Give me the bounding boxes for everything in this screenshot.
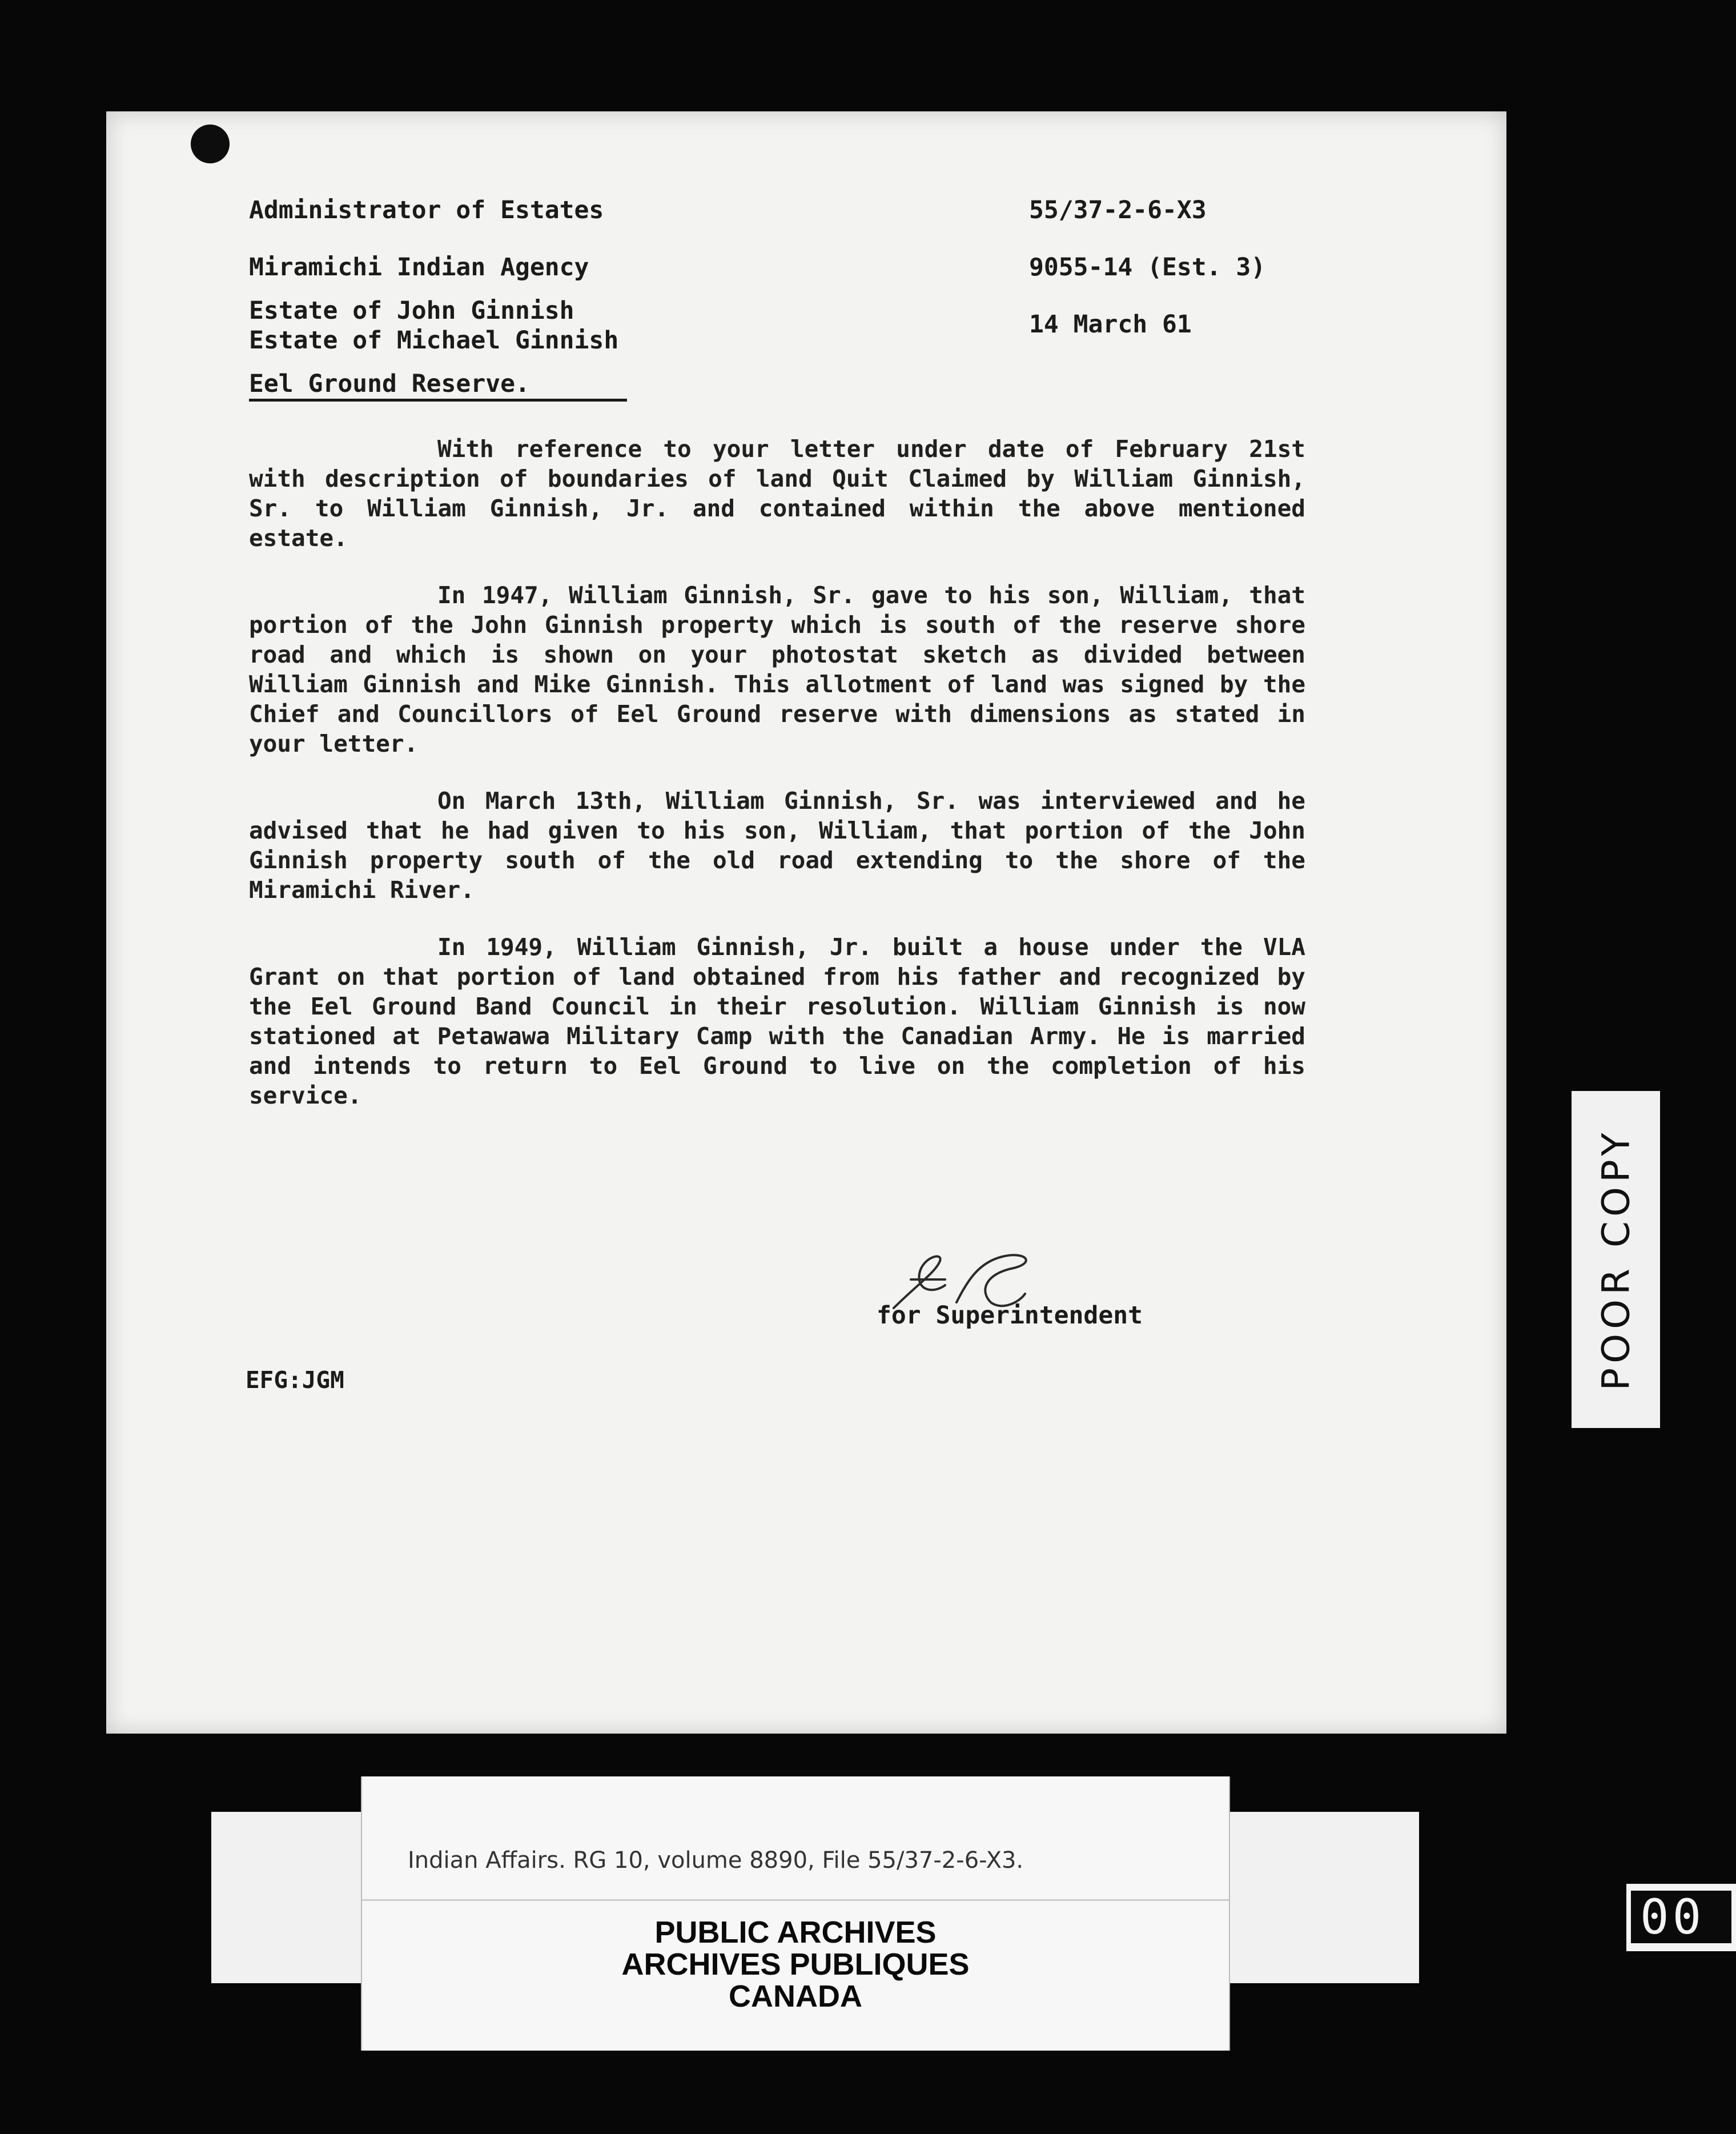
archive-label (361, 1776, 1230, 2051)
frame-counter-digits: 00 (1631, 1891, 1731, 1943)
archive-reference: Indian Affairs. RG 10, volume 8890, File 55/37-2-6-X3. (408, 1847, 1024, 1874)
reserve-line: Eel Ground Reserve. (249, 369, 627, 402)
paragraph-2: In 1947, William Ginnish, Sr. gave to his son, William, that portion of the John Ginnish property which is south of the reserve shore road and which is shown on your photostat sketch as divided between William Ginnish and Mike Ginnish. This allotment of land was signed by the Chief and Councillors of Eel Ground reserve with dimensions as stated in your letter. (249, 581, 1305, 757)
punch-hole (191, 125, 230, 163)
label-divider (362, 1899, 1229, 1901)
archive-name (362, 1916, 1229, 2012)
letter-date: 14 March 61 (1029, 310, 1192, 339)
signature-line: for Superintendent (877, 1301, 1143, 1330)
archive-line-2: ARCHIVES PUBLIQUES (621, 1947, 970, 1981)
header-left (249, 182, 627, 412)
agency-file-number: 9055-14 (Est. 3) (1029, 253, 1266, 282)
estate-line-1: Estate of John Ginnish (249, 296, 574, 325)
paragraph-4: In 1949, William Ginnish, Jr. built a house under the VLA Grant on that portion of land obtained from his father and recognized by the Eel Ground Band Council in their resolution. William Ginnish is now stationed at Petawawa Military Camp with the Canadian Army. He is married and intends to return to Eel Ground to live on the completion of his service. (249, 933, 1305, 1109)
poor-copy-stamp (1572, 1091, 1660, 1428)
estate-line-2: Estate of Michael Ginnish (249, 326, 619, 355)
poor-copy-text: POOR COPY (1594, 1128, 1638, 1391)
frame-counter (1626, 1884, 1736, 1951)
agency-line: Miramichi Indian Agency (249, 253, 589, 282)
letter-body (249, 434, 1305, 1138)
paragraph-3: On March 13th, William Ginnish, Sr. was interviewed and he advised that he had given to his son, William, that portion of the John Ginnish property south of the old road extending to the shore of the Miramichi River. (249, 787, 1305, 904)
addressee-line: Administrator of Estates (249, 196, 604, 224)
file-number: 55/37-2-6-X3 (1029, 196, 1207, 224)
typist-initials: EFG:JGM (246, 1366, 344, 1394)
paragraph-1: With reference to your letter under date of February 21st with description of boundaries of land Quit Claimed by William Ginnish, Sr. to William Ginnish, Jr. and contained within the above mentioned estate. (249, 435, 1305, 552)
archive-line-3: CANADA (729, 1979, 862, 2013)
archive-line-1: PUBLIC ARCHIVES (654, 1915, 937, 1950)
header-right (1029, 182, 1265, 353)
